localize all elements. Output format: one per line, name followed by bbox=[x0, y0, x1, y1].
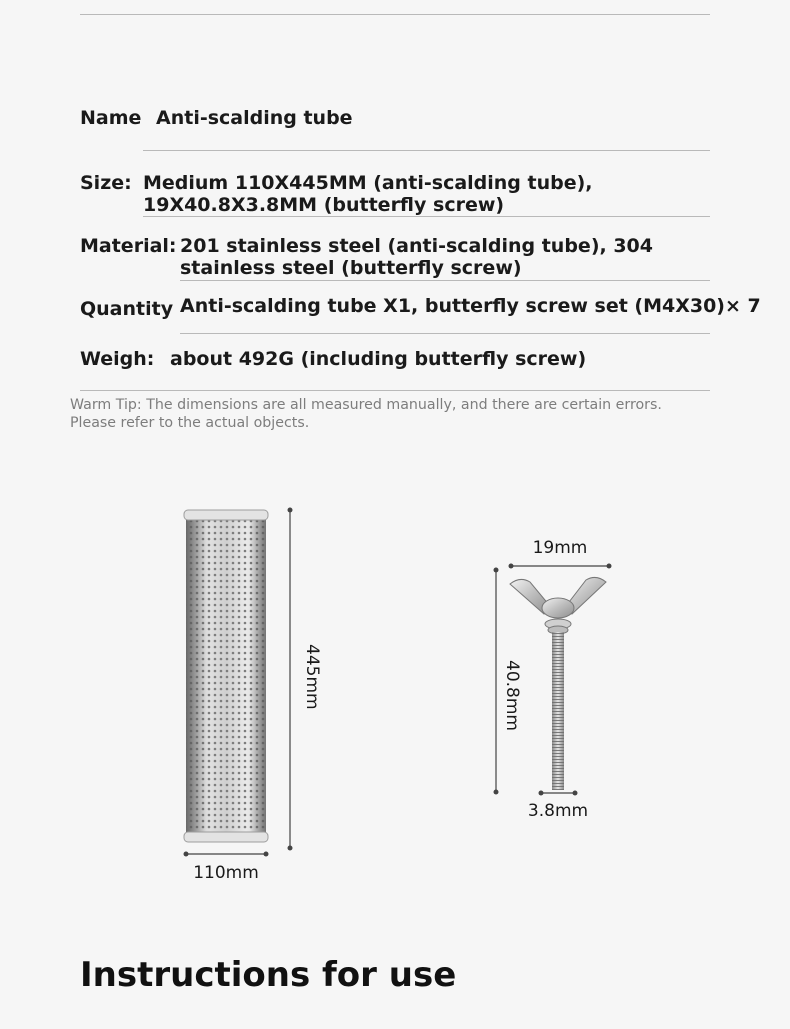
spec-material-value-line1: 201 stainless steel (anti-scalding tube), 304 bbox=[180, 235, 653, 257]
screw-diameter-label: 3.8mm bbox=[527, 801, 589, 821]
spec-quantity-value: Anti-scalding tube X1, butterfly screw set (M4X30)× 7 bbox=[180, 295, 761, 317]
screw-wing-width-dimension-line bbox=[508, 560, 612, 572]
spec-name-value: Anti-scalding tube bbox=[156, 107, 353, 129]
divider-quantity bbox=[180, 333, 710, 334]
spec-quantity-label: Quantity bbox=[80, 298, 174, 320]
divider-name bbox=[143, 150, 710, 151]
tube-width-dimension-line bbox=[183, 848, 269, 860]
spec-size-value-line2: 19X40.8X3.8MM (butterfly screw) bbox=[143, 194, 505, 216]
screw-length-label: 40.8mm bbox=[502, 660, 522, 731]
spec-material-label: Material: bbox=[80, 235, 177, 257]
spec-material-value-line2: stainless steel (butterfly screw) bbox=[180, 257, 522, 279]
spec-size-value-line1: Medium 110X445MM (anti-scalding tube), bbox=[143, 172, 593, 194]
warm-tip-line2: Please refer to the actual objects. bbox=[70, 415, 310, 431]
divider-weight bbox=[80, 390, 710, 391]
screw-diameter-dimension-line bbox=[538, 787, 578, 799]
section-heading: Instructions for use bbox=[80, 955, 457, 995]
divider-size bbox=[143, 216, 710, 217]
anti-scalding-tube-image bbox=[182, 506, 272, 846]
warm-tip-line1: Warm Tip: The dimensions are all measured manually, and there are certain errors. bbox=[70, 397, 662, 413]
screw-length-dimension-line bbox=[490, 566, 502, 796]
butterfly-screw-image bbox=[506, 572, 610, 796]
warm-tip bbox=[70, 396, 662, 432]
tube-length-dimension-line bbox=[284, 506, 296, 852]
divider-top bbox=[80, 14, 710, 15]
spec-name-label: Name bbox=[80, 107, 142, 129]
spec-weight-label: Weigh: bbox=[80, 348, 155, 370]
tube-length-label: 445mm bbox=[302, 644, 322, 710]
divider-material bbox=[180, 280, 710, 281]
tube-width-label: 110mm bbox=[193, 863, 259, 883]
spec-size-label: Size: bbox=[80, 172, 132, 194]
screw-wing-width-label: 19mm bbox=[532, 538, 588, 558]
spec-weight-value: about 492G (including butterfly screw) bbox=[170, 348, 587, 370]
